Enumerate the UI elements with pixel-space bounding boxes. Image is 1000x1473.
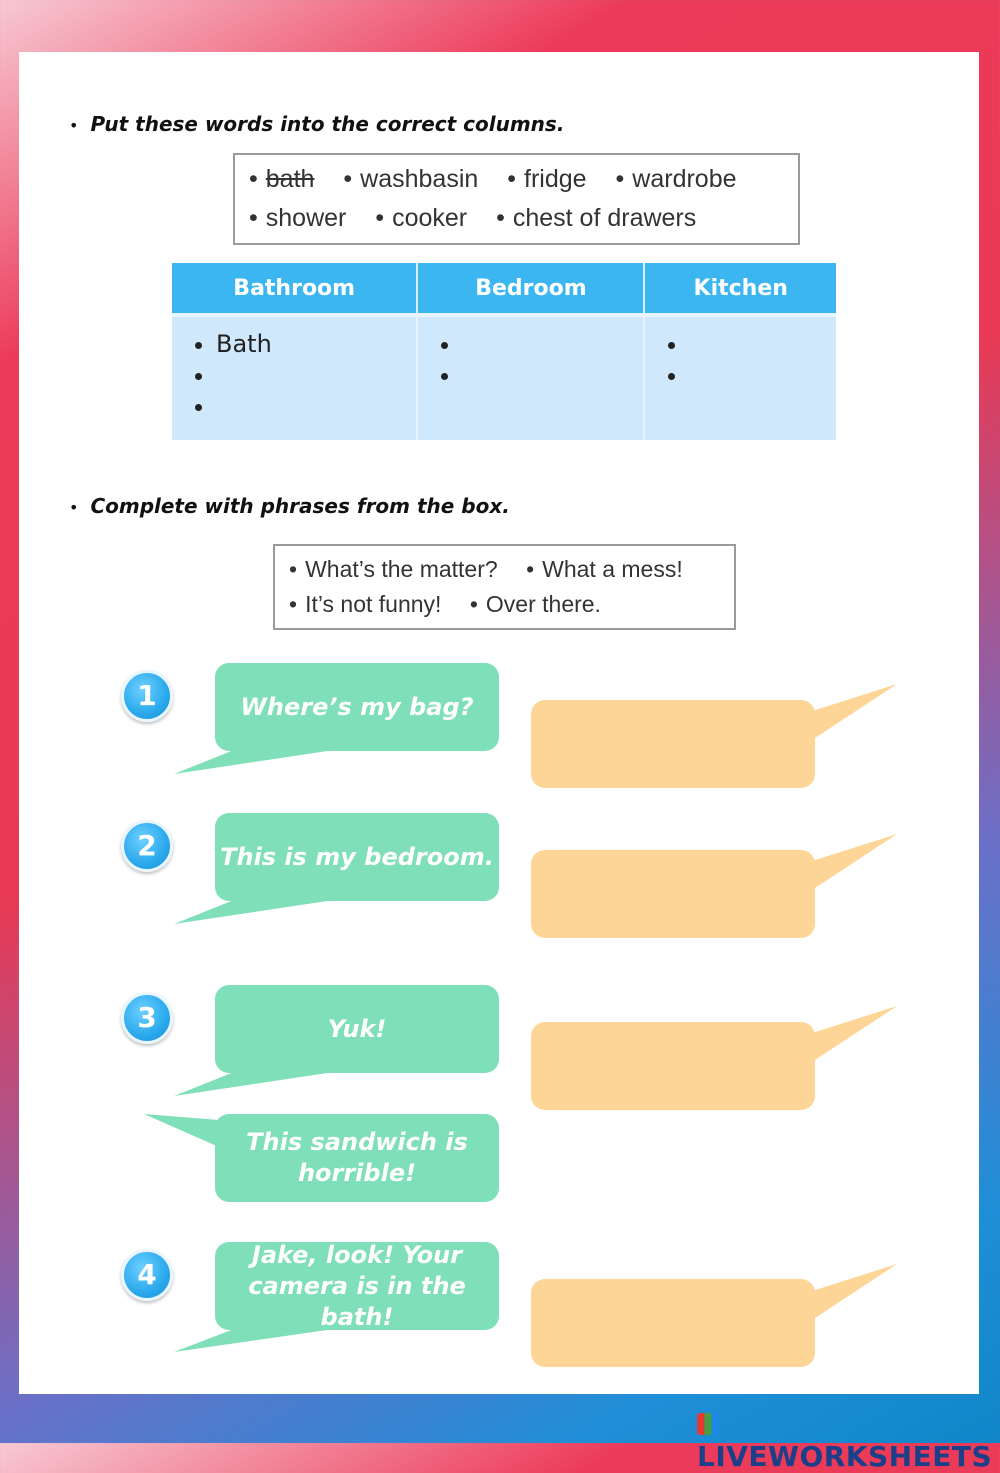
column-header-bathroom: Bathroom bbox=[172, 263, 417, 315]
liveworksheets-logo: LIVEWORKSHEETS bbox=[697, 1407, 1000, 1473]
prompt-bubble-3: Yuk! bbox=[215, 985, 499, 1073]
word-shower: • shower bbox=[249, 204, 347, 232]
instruction-2: • Complete with phrases from the box. bbox=[69, 494, 510, 518]
item-number-1: 1 bbox=[121, 670, 173, 722]
item-number-4: 4 bbox=[121, 1249, 173, 1301]
logo-icon bbox=[697, 1413, 719, 1435]
word-fridge: • fridge bbox=[507, 165, 587, 193]
bathroom-entry[interactable]: • Bath bbox=[216, 329, 416, 360]
word-chest-of-drawers: • chest of drawers bbox=[496, 204, 697, 232]
phrase-its-not-funny: • It’s not funny! bbox=[289, 591, 442, 617]
word-cooker: • cooker bbox=[375, 204, 468, 232]
column-header-kitchen: Kitchen bbox=[644, 263, 836, 315]
phrase-what-a-mess: • What a mess! bbox=[526, 556, 683, 582]
answer-bubble-2[interactable] bbox=[531, 850, 815, 938]
prompt-bubble-2: This is my bedroom. bbox=[215, 813, 499, 901]
answer-bubble-1[interactable] bbox=[531, 700, 815, 788]
answer-bubble-3[interactable] bbox=[531, 1022, 815, 1110]
worksheet-page bbox=[19, 52, 979, 1394]
item-number-3: 3 bbox=[121, 992, 173, 1044]
word-washbasin: • washbasin bbox=[343, 165, 479, 193]
item-number-2: 2 bbox=[121, 820, 173, 872]
word-wardrobe: • wardrobe bbox=[615, 165, 737, 193]
prompt-bubble-4: Jake, look! Your camera is in the bath! bbox=[215, 1242, 499, 1330]
word-bath: • bath bbox=[249, 165, 315, 193]
phrase-over-there: • Over there. bbox=[469, 591, 601, 617]
prompt-bubble-1: Where’s my bag? bbox=[215, 663, 499, 751]
instruction-1: • Put these words into the correct columns. bbox=[69, 112, 565, 136]
phrase-whats-the-matter: • What’s the matter? bbox=[289, 556, 498, 582]
speech-bubble-tails bbox=[19, 52, 979, 1394]
answer-bubble-4[interactable] bbox=[531, 1279, 815, 1367]
column-header-bedroom: Bedroom bbox=[417, 263, 644, 315]
prompt-bubble-3b: This sandwich is horrible! bbox=[215, 1114, 499, 1202]
